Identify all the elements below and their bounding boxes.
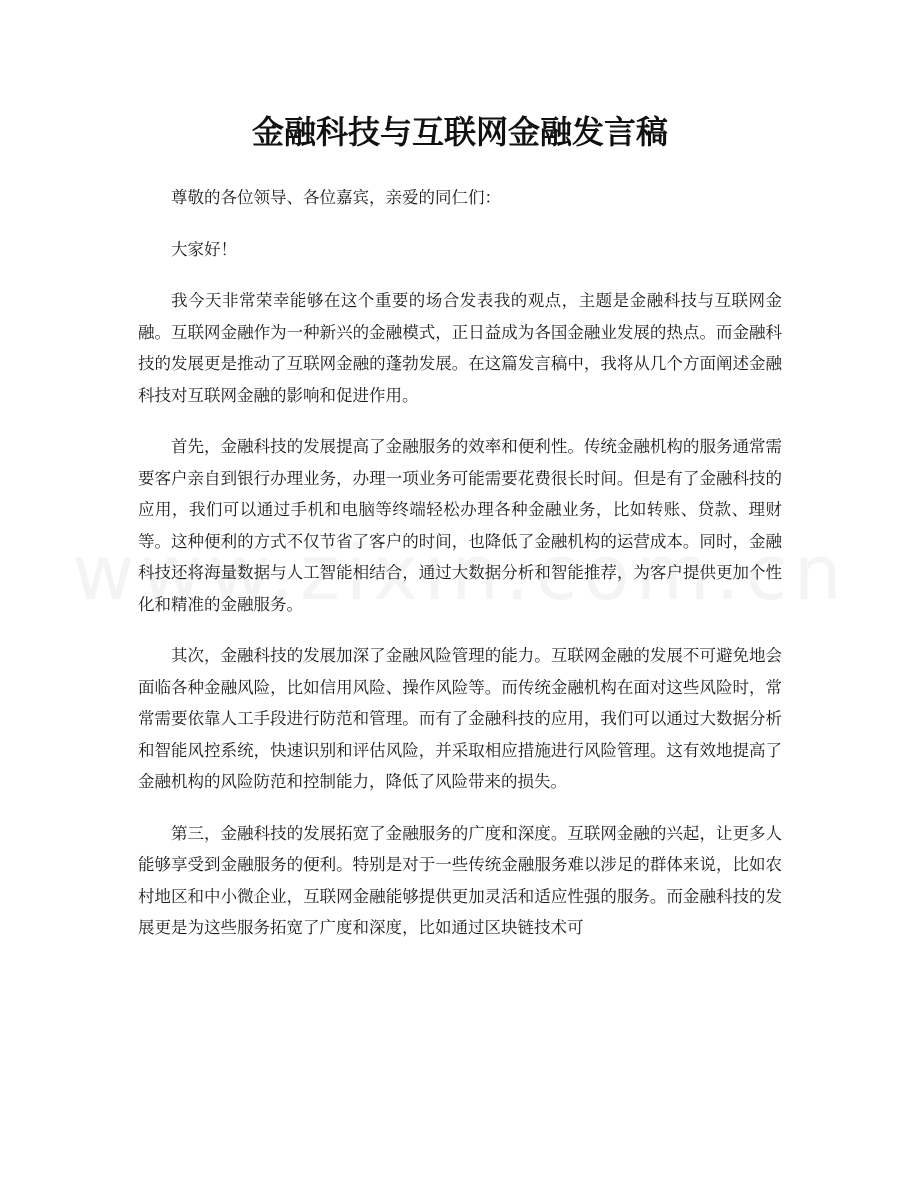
salutation: 尊敬的各位领导、各位嘉宾，亲爱的同仁们： bbox=[171, 188, 501, 207]
document-body bbox=[138, 182, 782, 964]
paragraph-second-point: 其次，金融科技的发展加深了金融风险管理的能力。互联网金融的发展不可避免地会面临各种金融风险，比如信用风险、操作风险等。而传统金融机构在面对这些风险时，常常需要依靠人工手段进行防范和管理。而有了金融科技的应用，我们可以通过大数据分析和智能风控系统，快速识别和评估风险，并采取相应措施进行风险管理。这有效地提高了金融机构的风险防范和控制能力，降低了风险带来的损失。 bbox=[138, 646, 782, 791]
greeting: 大家好！ bbox=[171, 239, 237, 259]
page-title: 金融科技与互联网金融发言稿 bbox=[251, 113, 668, 151]
paragraph-third-point: 第三，金融科技的发展拓宽了金融服务的广度和深度。互联网金融的兴起，让更多人能够享受到金融服务的便利。特别是对于一些传统金融服务难以涉足的群体来说，比如农村地区和中小微企业，互联网金融能够提供更加灵活和适应性强的服务。而金融科技的发展更是为这些服务拓宽了广度和深度，比如通过区块链技术可 bbox=[138, 823, 782, 937]
paragraph-first-point: 首先，金融科技的发展提高了金融服务的效率和便利性。传统金融机构的服务通常需要客户亲自到银行办理业务，办理一项业务可能需要花费很长时间。但是有了金融科技的应用，我们可以通过手机和电脑等终端轻松办理各种金融业务，比如转账、贷款、理财等。这种便利的方式不仅节省了客户的时间，也降低了金融机构的运营成本。同时，金融科技还将海量数据与人工智能相结合，通过大数据分析和智能推荐，为客户提供更加个性化和精准的金融服务。 bbox=[138, 437, 782, 614]
intro-paragraph: 我今天非常荣幸能够在这个重要的场合发表我的观点，主题是金融科技与互联网金融。互联网金融作为一种新兴的金融模式，正日益成为各国金融业发展的热点。而金融科技的发展更是推动了互联网金融的蓬勃发展。在这篇发言稿中，我将从几个方面阐述金融科技对互联网金融的影响和促进作用。 bbox=[138, 291, 782, 405]
